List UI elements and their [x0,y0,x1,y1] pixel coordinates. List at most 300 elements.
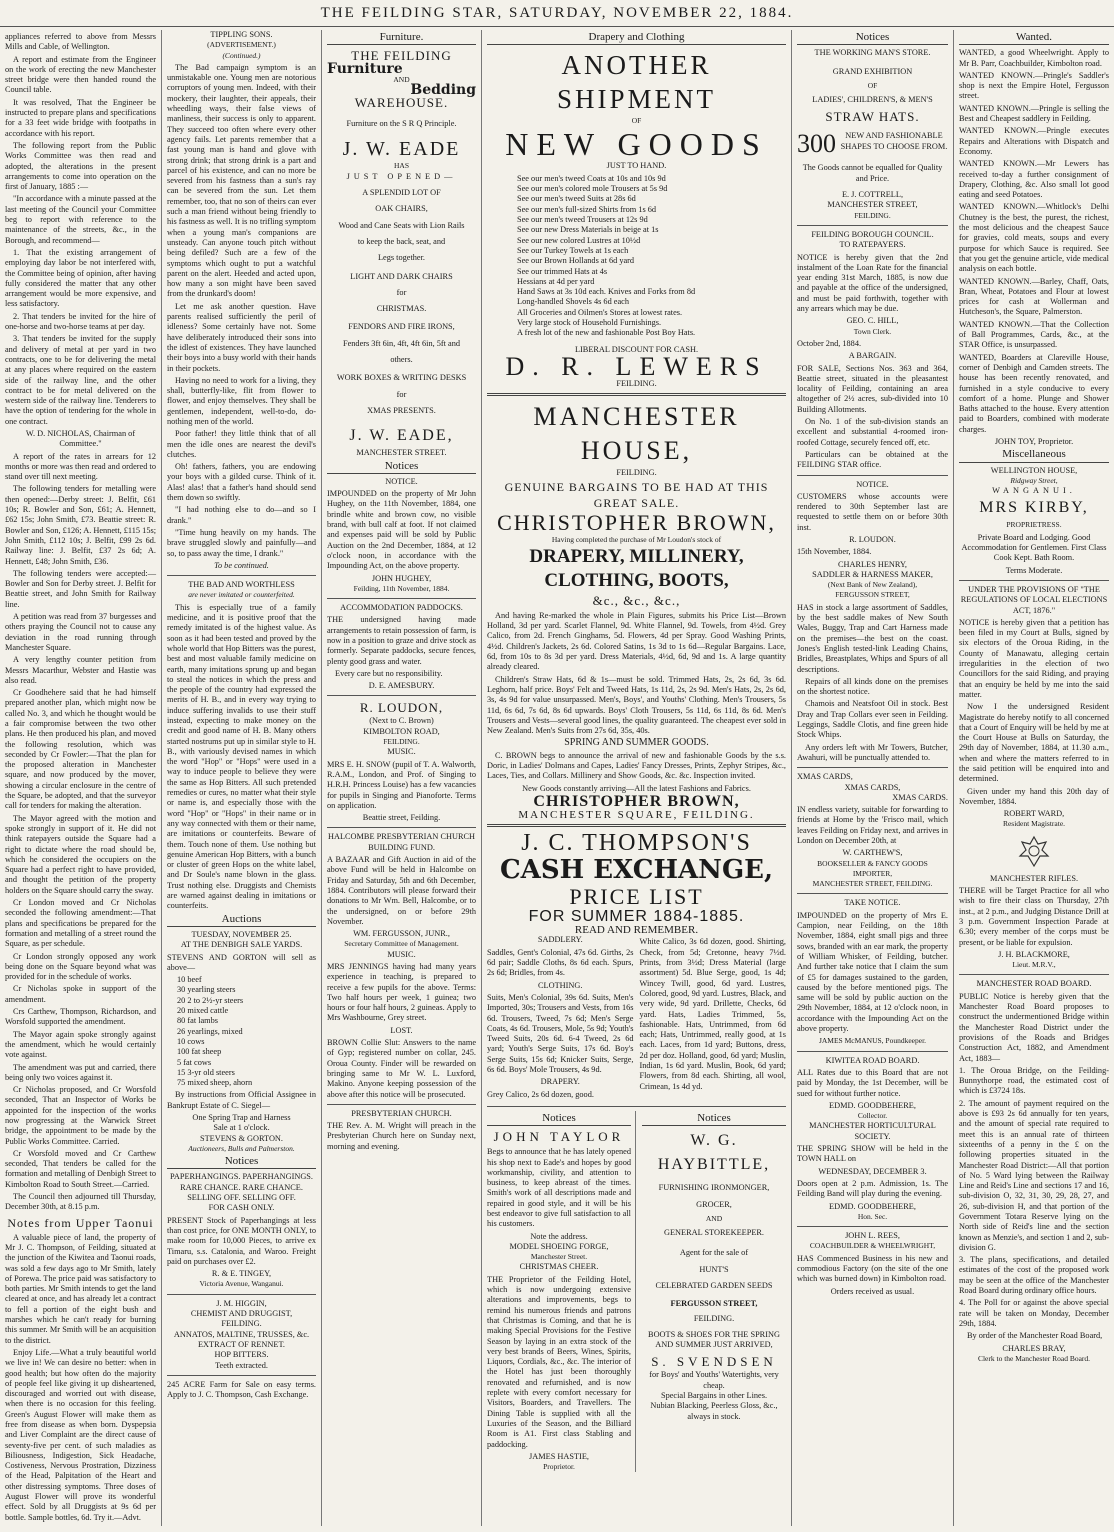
section-header-notices: Notices [487,1113,631,1126]
signature: R. & E. TINGEY, [211,1269,272,1279]
ad-line: SHAPES TO CHOOSE FROM. [840,141,948,151]
column-4 [482,30,792,1526]
notice-text: BROWN Collie Slut: Answers to the name of Gyp; registered number on collar, 245. Oroua County. Finder will be rewarded on bringing same to Mr W. L. Luxford, Makino. Anyone keeping possession of the above after this notice will be prosecuted. [327,1038,476,1099]
ad-title: CHRISTOPHER BROWN, [533,792,740,810]
ad-line: GROCER, [696,1199,732,1209]
notice-text: IMPOUNDED on the property of Mr John Hughey, on the 11th November, 1884, one brindle white and brown cow, no visible brand, with bull calf at foot. If not claimed and expenses paid will be sold by Public Auction on the 2nd December, 1884, at 12 o'clock noon, in accordance with the Impounding Act, on the above property. [327,489,476,571]
notice-text: IMPOUNDED on the property of Mrs E. Campion, near Feilding, on the 18th November, 1884, eight small pigs and three sows, branded with an ear mark, the property of William Whisker, of Feilding, butcher. And further take notice that I claim the sum of £5 for damages sustained to the garden, caused by the before mentioned pigs. The same will be sold by public auction on the 29th November, 1884, at 12 o'clock noon, in accordance with the Impounding Act on the above property. [797,910,948,1034]
section-header-miscellaneous: Miscellaneous [959,449,1109,462]
notice-title: FEILDING BOROUGH COUNCIL. [811,229,934,239]
ad-title-word: Bedding [410,81,476,98]
ad-title: WELLINGTON HOUSE, [990,465,1078,475]
ad-title: STRAW HATS. [825,109,920,125]
article-text: 3. That tenders be invited for the supply and delivery of metal at per yard in two contracts, one to be for delivering the metal at any places where required on the eastern side of the railway line, and the other contract to be for metal delivered on the western side of the railway line. Tenderers to have the option of tendering for the whole in one contract. [5,334,156,426]
ad-title: PRICE LIST [569,884,704,910]
article-text: Cr London strongly opposed any work being done on the Square beyond what was provided for in the schedule of works. [5,951,156,982]
ad-title: JOHN L. REES, [845,1231,900,1241]
article-text: Cr Nicholas spoke in support of the amendment. [5,984,156,1004]
article-text: The Mayor agreed with the motion and spoke strongly in support of it. He did not think ratepayers outside the Square had a right to dictate where the road should be, which he considered the occupiers on the Square had a perfect right to have provided, and thought the petition of the property holders on the Square should carry the sway. [5,813,156,895]
wanted-ad: WANTED KNOWN.—Whitlock's Delhi Chutney is the best, the purest, the richest, the most delicious and the cheapest Sauce for gravies, cold meats, soups and every purpose for which Sauce is required. See that you get the genuine article, vide medical analysis on each bottle. [959,202,1109,274]
ad-line: LIBERAL DISCOUNT FOR CASH. [574,344,699,354]
notice-text: 1. The Oroua Bridge, on the Feilding-Bunnythorpe road, the estimated cost of which is £3724 18s. [959,1065,1109,1096]
ad-text: HAS in stock a large assortment of Saddles, by the best saddle makes of New South Wales, Buggy, Trap and Cart Harness made on the premises—the best on the coast. Jones's English tested-link Leading Chains, Bridles, Breastplates, Whips and Spurs of all descriptions. [797,602,948,674]
article-text: The Mayor again spoke strongly against the amendment, which he would certainly vote against. [5,1029,156,1060]
auction-item: 15 3-yr old steers [177,1067,235,1077]
notice-title: MUSIC. [387,949,416,959]
ad-text: HAS Commenced Business in his new and commodious Factory (on the site of the one which was burned down) in Kimbolton road. [797,1253,948,1284]
signature: JAMES McMANUS, Poundkeeper. [818,1036,927,1046]
notice-text: MRS E. H. SNOW (pupil of T. A. Walworth, R.A.M., London, and Prof. of Singing to H.R.H. Princess Louise) has a few vacancies for pupils in Singing and Pianoforte. Terms on application. [327,759,476,810]
ad-number: 300 [797,129,836,159]
article-text: The following tenders were accepted:—Bowler and Son for Derby street. J. Belfit for Beattie street, and John Smith for Railway line. [5,568,156,609]
ad-line: &c., &c., &c., [592,592,681,608]
ad-line: KIMBOLTON ROAD, [363,726,440,736]
ad-line: MANCHESTER STREET. [356,448,447,458]
ad-line: A SPLENDID LOT OF [362,188,441,198]
ad-title: S. SVENDSEN [651,1354,777,1370]
ad-line: (Next to C. Brown) [369,716,434,726]
ad-line: HUNT'S [699,1264,729,1274]
auction-item: 10 beef [177,975,202,985]
signature: W. CARTHEW'S, [842,848,903,858]
ad-title: CASH EXCHANGE, [499,855,774,886]
price-text: Saddles, Gent's Colonial, 47s 6d. Girths, 2s 6d pair; Saddle Cloths, 8s 6d each. Spurs, 2s 6d; Bridles, from 4s. [487,947,634,978]
signature: EDMD. GOODBEHERE, [829,1201,916,1211]
column-3 [322,30,482,1526]
notice-text: CUSTOMERS whose accounts were rendered to 30th September last are requested to settle them on or before 30th inst. [797,491,948,532]
ad-title: MANCHESTER HOUSE, [533,402,740,466]
ad-line: others. [390,355,413,365]
goods-item: See our men's full-sized Shirts from 1s 6d [517,204,657,214]
notice-text: Every care but no responsibility. [335,668,443,678]
section-header-auctions: Auctions [167,914,316,927]
ad-line: FEILDING. [616,378,657,388]
notice-title: UNDER THE PROVISIONS OF "THE REGULATIONS OF LOCAL ELECTIONS ACT, 1876." [960,584,1108,615]
ad-heading: FOR CASH ONLY. [208,1203,275,1213]
signature-sub: Proprietor. [543,1462,575,1472]
notice-title: KIWITEA ROAD BOARD. [825,1055,920,1065]
ad-title: THE WORKING MAN'S STORE. [814,48,931,58]
ad-heading: CHEMIST AND DRUGGIST, [190,1309,293,1319]
article-text: A report of the rates in arrears for 12 months or more was then read and ordered to stand over till next meeting. [5,451,156,482]
article-subheading: (ADVERTISEMENT.) [207,40,276,50]
notice-text: Particulars can be obtained at the FEILDING STAR office. [797,449,948,470]
ad-line: XMAS PRESENTS. [367,405,436,415]
signature-sub: Resident Magistrate. [1002,819,1066,829]
goods-item: Hessians at 4d per yard [517,276,595,286]
ad-text: IN endless variety, suitable for forwarding to friends at Home by the 'Frisco mail, which leaves Feilding on Friday next, and arrives in London on December 20th, at [797,805,948,845]
signature: W. D. NICHOLAS, Chairman of Committee." [25,428,136,449]
section-header-notices: Notices [327,461,476,474]
notice-title: MUSIC. [387,747,416,757]
signature: R. LOUDON. [849,534,896,544]
ad-text: Repairs of all kinds done on the premises on the shortest notice. [797,676,948,697]
goods-item: Long-handled Shovels 4s 6d each [517,297,629,307]
ad-text: The Goods cannot be equalled for Quality and Price. [802,163,943,183]
auction-item: 5 fat cows [177,1057,212,1067]
article-heading: THE BAD AND WORTHLESS [188,580,295,590]
signature-sub: Collector. [857,1111,888,1121]
notice-text: By order of the Manchester Road Board, [967,1331,1103,1341]
signature: STEVENS & GORTON. [199,1133,283,1143]
notice-text: 3. The plans, specifications, and detailed estimates of the cost of the proposed work may be seen at the office of the Manchester Road Board during ordinary office hours. [959,1255,1109,1296]
signature: D. E. AMESBURY. [368,681,435,691]
goods-item: See our men's tweed Trousers at 12s 9d [517,215,648,225]
auction-item: 75 mixed sheep, ahorn [177,1078,253,1088]
ad-text: Any orders left with Mr Towers, Butcher, Awahuri, will be punctually attended to. [797,742,948,762]
price-heading: SADDLERY. [537,935,583,945]
notice-text: 15th November, 1884. [797,547,872,557]
notice-text: October 2nd, 1884. [797,338,862,348]
goods-item: See our Turkey Towels at 1s each [517,245,629,255]
ad-title: ANOTHER SHIPMENT [556,50,716,115]
goods-list [517,174,756,339]
ad-title: J. W. EADE, [349,427,454,445]
article-text: It was resolved, That the Engineer be instructed to prepare plans and specifications for a 33 feet wide bridge with footpaths in accordance with his report. [5,97,156,138]
ad-line: NEW AND FASHIONABLE [845,131,943,141]
ad-line: OF [631,116,642,126]
ad-line: WORK BOXES & WRITING DESKS [336,373,467,383]
ad-text: C. BROWN begs to announce the arrival of new and fashionable Goods by the s.s. Doric, in Ladies' Dolmans and Capes, Ladies' Fancy Dresses, Prints, Zephyr Stripes, &c., Laces, Ties, and Collars. Millinery and Show Goods, &c. &c. Inspection invited. [487,750,786,781]
article-text: 1. That the existing arrangement of employing day labor be not interfered with, the Committee being of opinion, after having fully considered the matter that any other arrangement would be more expensive, and less satisfactory. [5,247,156,309]
ad-title: THE FEILDING [351,48,452,64]
goods-item: See our new Dress Materials in beige at 1s [517,225,659,235]
price-text: White Calico, 3s 6d dozen, good. Shirting, Check, from 5d; Cretonne, heavy 7½d. Prints, from 3½d; Dress Material (large assortment) 5d. Blue Serge, good, 1s 4d; Wincey Twill, good, 6d yard. Lustres, Colored, good, 9d yard. Lustres, Black, and very wide, 9d yard. Drillette, Checks, 6d yard. Hats, Ladies Trimmed, 5s, fashionable. Hats, Untrimmed, from 6d each; Hats, Untrimmed, really good, at 1s each. Laces, from 1d yard; Buttons, dress, 2d per doz. Holland, good, 6d yard; Muslin, Indian, 1s 6d yard. Muslin, Book, 6d yard; Flowers, from 8d each. Shirting, all wool, Crimean, 1s 4d yd. [639,937,786,1091]
goods-item: See our Brown Hollands at 6d yard [517,256,635,266]
ad-line: LADIES', CHILDREN'S, & MEN'S [812,95,933,105]
notice-title: MANCHESTER ROAD BOARD. [976,979,1092,989]
ad-title: GENUINE BARGAINS TO BE HAD AT THIS GREAT SALE. [504,479,769,510]
ad-text: Begs to announce that he has lately opened his shop next to Eade's and hopes by good workmanship, civility, and attention to business, to keep abreast of the times. Smith's work of all descriptions made and repaired in good style, and it will be his best endeavor to give full satisfaction to all his customers. [487,1147,631,1229]
ad-line: Ridgway Street, [1010,475,1058,485]
signature-sub: Victoria Avenue, Wanganui. [199,1279,284,1289]
ad-line: FEILDING. [383,737,420,747]
continued-note: To be continued. [214,560,269,570]
wanted-ad: WANTED, Boarders at Clareville House, corner of Denbigh and Camden streets. The house has been recently renovated, and furnished in a style conducive to every comfort of a home. Plunge and Shower Baths attached to the house. Every attention paid to Boarders, combined with moderate charges. [959,352,1109,434]
signature-sub: Secretary Committee of Management. [344,939,459,949]
ad-line: Nubian Blacking, Peerless Gloss, &c., always in stock. [650,1401,778,1421]
ad-line: FEILDING. [693,1313,735,1323]
signature-sub: Lieut. M.R.V., [1012,960,1056,970]
wanted-ad: WANTED KNOWN.—Pringle is selling the Best and Cheapest saddlery in Feilding. [959,103,1109,124]
auction-intro: STEVENS AND GORTON will sell as above— [167,952,316,972]
auction-item: 26 yearlings, mixed [177,1026,243,1036]
ad-line: FEILDING. [854,210,891,220]
goods-item: See our new colored Lustres at 10½d [517,235,641,245]
auction-place: AT THE DENBIGH SALE YARDS. [180,940,303,950]
ad-line: GENERAL STOREKEEPER. [663,1228,765,1238]
article-text: "I had nothing else to do—and so I drank." [167,505,316,525]
goods-item: All Groceries and Oilmen's Stores at lowest rates. [517,307,683,317]
ad-line: FURNISHING IRONMONGER, [658,1183,770,1193]
ad-title: WAREHOUSE. [354,95,449,111]
ad-line: New Goods constantly arriving—All the latest Fashions and Fabrics. [522,783,751,793]
notice-title: NOTICE. [385,476,418,486]
ad-line: Manchester Street. [530,1252,588,1262]
signature-sub: Auctioneers, Bulls and Palmerston. [188,1143,295,1153]
price-text: Grey Calico, 2s 6d dozen, good. [487,1089,594,1099]
notice-title: MANCHESTER HORTICULTURAL SOCIETY. [809,1121,936,1141]
column-1 [0,30,162,1526]
article-text: The Council then adjourned till Thursday, December 30th, at 8.15 p.m. [5,1192,156,1212]
article-text: Let me ask another question. Have parents realised sufficiently the peril of idleness? Some certainly have not. Some have deliberately introduced their sons into the idlest of existences. They have launched their boys into a busy world with their hands in their pockets. [167,301,316,373]
article-text: Poor father! they little think that of all men the idle ones are nearest the devil's clutches. [167,429,316,459]
notice-title: MANCHESTER RIFLES. [989,873,1079,883]
article-text: A petition was read from 37 burgesses and others praying the Council not to cause any deviation in the road running through Manchester Square. [5,612,156,652]
ad-line: OF [867,80,878,90]
article-text: This is especially true of a family medicine, and it is positive proof that the remedy imitated is of the highest value. As soon as it had been tested and proved by the whole world that Hop Bitters was the purest, best and most valuable family medicine on earth, many imitations sprung up and began to steal the notices in which the press and the people of the country had expressed the merits of H. B., and in every way trying to induce suffering invalids to use their stuff instead, expecting to make money on the credit and good name of H. B. Many others started nostrums put up in similar style to H. B., with variously devised names in which the word "Hop" or "Hops" were used in a way to induce people to believe they were the same as Hop Bitters. All such pretended remedies or cures, no matter what their style or name is, and especially those with the word "Hop" or "Hops" in their name or in any way connected with them or their name, are imitations or counterfeits. Beware of them. Touch none of them. Use nothing but genuine American Hop Bitters, with a bunch or cluster of green Hops on the white label, and Dr Soule's name blown in the glass. Trust nothing else. Druggists and Chemists are warned against dealing in imitations or counterfeits. [167,602,316,911]
notice-text: PUBLIC Notice is hereby given that the Manchester Road Board proposes to construct the undermentioned Bridge within the Manchester Road District under the provisions of the Roads and Bridges Construction Act, 1882, and Amendment Act, 1883— [959,991,1109,1063]
article-subheading: are never imitated or counterfeited. [188,590,295,600]
ad-line: MANCHESTER STREET, [827,200,918,210]
ad-line: FERGUSSON STREET, [670,1299,758,1309]
ad-title: J. C. THOMPSON'S [521,830,752,857]
ad-text: PRESENT Stock of Paperhangings at less than cost price, for ONE MONTH ONLY, to make room for 10,000 Pieces, to arrive ex Timaru, s.s. Catalonia, and Waroo. Freight paid on purchases over £2. [167,1215,316,1266]
article-text: Crs Carthew, Thompson, Richardson, and Worsfold supported the amendment. [5,1007,156,1027]
article-text: The following report from the Public Works Committee was then read and adopted, the alterations in the present arrangements to come into operation on the first of January, 1885 :— [5,140,156,192]
ad-text: Private Board and Lodging. Good Accommodation for Gentlemen. First Class Cook Kept. Bath Room. [961,532,1107,563]
signature-sub: Clerk to the Manchester Road Board. [977,1353,1091,1363]
ad-line: Agent for the sale of [679,1248,749,1258]
ad-text: 245 ACRE Farm for Sale on easy terms. Apply to J. C. Thompson, Cash Exchange. [167,1379,316,1400]
ad-line: SADDLER & HARNESS MAKER, [812,569,933,579]
notice-title: PRESBYTERIAN CHURCH. [351,1108,452,1118]
notice-text: 4. The Poll for or against the above special rate will be taken on Monday, December 29th, 1884. [959,1298,1109,1328]
signature: J. H. BLACKMORE, [998,949,1070,959]
article-text: Cr London moved and Cr Nicholas seconded the following amendment:—That plans and specifications be prepared for the formation and metalling of a street round the Square, as per schedule. [5,898,156,949]
ad-title: XMAS CARDS, [844,782,901,792]
notice-text: Doors open at 2 p.m. Admission, 1s. The Feilding Band will play during the evening. [797,1178,948,1199]
article-text: A very lengthy counter petition from Messrs Macarthur, Webster and Hastie was also read. [5,655,156,685]
ad-line: Fenders 3ft 6in, 4ft, 4ft 6in, 5ft and [342,338,461,348]
price-heading: DRAPERY. [540,1077,580,1087]
price-heading: CLOTHING. [538,980,583,990]
ad-title: NEW GOODS [505,125,768,162]
ad-title: XMAS CARDS, [797,772,853,782]
ad-title: XMAS CARDS. [892,792,948,802]
signature: ROBERT WARD, [1003,809,1065,819]
article-text: Cr Nicholas proposed, and Cr Worsfold seconded, That an Inspector of Works be appointed for the inspection of the works now progressing at the Warwick Street bridge, the appointment to be made by the Public Works Committee. Carried. [5,1085,156,1146]
notice-text: THE Rev. A. M. Wright will preach in the Presbyterian Church here on Sunday next, morning and evening. [327,1121,476,1151]
notice-text: ALL Rates due to this Board that are not paid by Monday, the 1st December, will be sued for without further notice. [797,1067,948,1098]
ad-line: to keep the back, seat, and [357,236,446,246]
goods-item: See our men's tweed Suits at 28s 6d [517,194,636,204]
ad-line: MANCHESTER SQUARE, FEILDING. [518,808,755,821]
ad-line: AND [705,1213,723,1223]
ad-line: CELEBRATED GARDEN SEEDS [655,1281,773,1290]
signature: CHARLES BRAY, [1002,1343,1066,1353]
signature-sub: Town Clerk. [853,326,892,336]
notice-text: THE undersigned having made arrangements to retain possession of farm, is now in a position to graze and drive stock as formerly. Separate paddocks, secure fences, plenty good grass and water. [327,615,476,666]
ad-line: FERGUSSON STREET, [835,590,910,600]
auction-items-list [177,975,316,1088]
article-text: Enjoy Life.—What a truly beautiful world we live in! We can desire no better: when in good health; but how often do the majority of people feel like giving it up disheartened, discouraged and worried out with disease, when there is no occasion for this feeling. Green's August Flower will make them as free from disease as when born. Dyspepsia and Liver Complaint are the direct cause of seventy-five per cent. of such maladies as Biliousness, Indigestion, Sick Headache, Costiveness, Nervous Prostration, Dizziness of the Head, Palpitation of the Heart and other distressing symptoms. Three doses of August Flower will prove its wonderful effect. Sold by all Druggists at 9s 6d per bottle. Sample bottles, 6d. Try it.—Advt. [5,1347,156,1522]
ad-line: ANNATOS, MALTINE, TRUSSES, &c. [173,1329,310,1339]
ad-heading: SELLING OFF. SELLING OFF. [187,1193,296,1203]
ad-title: FOR SUMMER 1884-1885. [528,908,745,926]
notice-text: THE SPRING SHOW will be held in the TOWN HALL on [797,1144,948,1164]
ad-line: Teeth extracted. [215,1360,268,1370]
column-6 [954,30,1114,1526]
signature: Beattie street, Feilding. [362,813,441,823]
ad-text: THE Proprietor of the Feilding Hotel, which is now undergoing extensive alterations and improvements, begs to remind his numerous friends and patrons that Christmas is Coming, and that he is making Special Provisions for the Festive Season by laying in an extra stock of the very best brands of Beers, Wines, Spirits, Liquors, Cordials, &c., &c. The interior of the Hotel has just been thoroughly renovated and refurnished, and is now replete with every comfort necessary for Visitors, Boarders, and Travellers. The Dining Table is supplied with all the Luxuries of the Season, and the Billiard Room is A1. First class Stabling and paddocking. [487,1274,631,1449]
ad-line: Terms Moderate. [1005,565,1063,575]
masthead: THE FEILDING STAR, SATURDAY, NOVEMBER 22, 1884. [0,0,1114,27]
article-text: appliances referred to above from Messrs Mills and Cable, of Wellington. [5,32,156,52]
auction-item: 30 yearling steers [177,985,236,995]
ad-line: Wood and Cane Seats with Lion Rails [338,220,465,230]
ad-text: Chamois and Neatsfoot Oil in stock. Best Dray and Trap Collars ever seen in Feilding. Leggings, Saddle Clotis, and fine green hide Stock Whips. [797,699,948,740]
ad-line: for [396,389,407,399]
ad-title: DRAPERY, MILLINERY, CLOTHING, BOOTS, [529,545,744,591]
ad-line: OAK CHAIRS, [375,204,428,214]
ad-line: PROPRIETRESS. [1006,520,1062,530]
ad-line: FENDORS AND FIRE IRONS, [348,322,455,332]
signature-sub: MANCHESTER STREET, FEILDING. [812,879,933,889]
notice-text: MRS JENNINGS having had many years experience in teaching, is prepared to receive a few pupils for the above. Terms: Two half hours per week, 1 guinea; two hours or four half hours, 2 guineas. Apply to Mrs Washbourne, Grey street. [327,962,476,1023]
goods-item: A fresh lot of the new and fashionable Post Boy Hats. [517,328,696,338]
ad-line: Furniture on the S R Q Principle. [346,119,457,129]
ad-line: Special Bargains in other Lines. [660,1391,768,1401]
signature-sub: Hon. Sec. [857,1211,888,1221]
ad-line: HAS [393,161,409,171]
goods-item: Very large stock of Household Furnishings. [517,318,662,328]
article-text: Having no need to work for a living, they shall, butterfly-like, flit from flower to flower, and enjoy themselves. They shall be gentlemen, independent, well-to-do, do-nothing men of the world. [167,375,316,426]
article-text: Cr Goodhehere said that he had himself prepared another plan, which might now be called No. 3, and which he thought would be a fair compromise between the two other plans. He then produced his plan, and moved the following resolution, which was seconded by Cr Fowler:—That the plan for the proposed alteration in Manchester square, and now produced by the mover, showing a circular enclosure in the centre of the Square, be adopted, and that the surveyor call for tenders for making the alteration. [5,688,156,811]
article-text: A report and estimate from the Engineer on the work of erecting the new Manchester street bridge were then handed round the Council table. [5,54,156,95]
notice-text: NOTICE is hereby given that the 2nd instalment of the Loan Rate for the financial year ending 31st March, 1885, is now due and payable at the office of the undersigned, and must be paid forthwith, together with any arrears which may be due. [797,252,948,314]
ad-title: J. W. EADE [342,138,461,161]
ad-title-word: AND [393,74,410,84]
signature: GEO. C. HILL, [846,316,899,326]
ad-line: Note the address. [530,1231,588,1241]
wanted-ad: WANTED KNOWN.—Barley, Chaff, Oats, Bran, Wheat, Potatoes and Flour at lowest prices for cash at Wollerman and Hutcheson's, the Square, Palmerston. [959,276,1109,317]
notice-title: ACCOMMODATION PADDOCKS. [340,603,463,613]
notice-title: TO RATEPAYERS. [839,240,906,250]
auction-item: 10 cows [177,1036,205,1046]
ad-line: Orders received as usual. [830,1286,915,1296]
ad-line: for [396,287,407,297]
ad-heading: FEILDING. [221,1319,262,1329]
ad-line: (Next Bank of New Zealand), [827,580,918,590]
ad-line: SPRING AND SUMMER GOODS. [564,737,709,749]
notice-text: A BAZAAR and Gift Auction in aid of the above Fund will be held in Halcombe on Friday and Saturday, 5th and 6th December, 1884. Contributors will please forward their donations to Mr Wm. Bell, Halcombe, or to the undersigned, on or before 29th November. [327,855,476,926]
ad-line: LIGHT AND DARK CHAIRS [350,271,453,281]
auction-item: 20 2 to 2½-yr steers [177,995,244,1005]
article-text: Sale at 1 o'clock. [213,1123,270,1133]
ad-heading: RARE CHANCE. RARE CHANCE. [180,1182,303,1192]
article-text: Oh! fathers, fathers, you are endowing your boys with a gilded curse. Think of it. Alas! alas! that a father's hand should send them down so swiftly. [167,462,316,503]
notice-title: LOST. [390,1025,413,1035]
column-5 [792,30,954,1526]
ad-line: EXTRACT OF RENNET. [197,1339,286,1349]
article-text: The Bad campaign symptom is an unmistakable one. Young men are notorious corruptors of young men. Indeed, with their mockery, their laughter, their appeals, their wheedling ways, their false views of manliness, their success is only to apparent. They succeed too often where every other agency fails. Let parents remember that a fast young man is hand and glove with strong drink; that strong drink is a part and parcel of his existence, and can no more be severed from his fastness than a sun's ray can be severed from the sun. Let them remember, too, that no son of theirs can ever such a man friend without being friendly to his fastness as well. It is no trifling symptom when a young man's companions are unsteady. Can anyone touch pitch without being defiled? Such are a few of the symptoms which ought to put a watchful parent on the alert. Heeded and acted upon, how many a son might have been saved from the drunkard's doom! [167,62,316,299]
article-text: "In accordance with a minute passed at the last meeting of the Council your Committee beg to report with reference to the maintenance of the streets, &c., in the Borough, and recommend— [5,194,156,245]
notice-text: Given under my hand this 20th day of November, 1884. [959,786,1109,806]
ad-line: Legs together. [377,253,425,263]
wanted-ad: WANTED KNOWN.—Pringle's Saddler's shop is next the Empire Hotel, Fergusson street. [959,70,1109,101]
ad-line: Having completed the purchase of Mr Loudon's stock of [551,534,722,544]
auction-item: 100 fat sheep [177,1047,222,1057]
auction-item: 80 fat lambs [177,1016,219,1026]
ad-line: FEILDING. [616,468,657,478]
ad-line: MODEL SHOEING FORGE, [509,1241,609,1251]
notice-text: Now I the undersigned Resident Magistrate do hereby notify to all concerned that a Court of Enquiry will be held by me at the Court House at Bulls on Saturday, the 29th day of November, 1884, at 11.30 a.m., when and where the matters referred to in the said petition will be enquired into and determined. [959,702,1109,784]
notice-title: NOTICE. [856,479,889,489]
ad-title-word: Furniture [327,61,403,78]
notice-title: HALCOMBE PRESBYTERIAN CHURCH BUILDING FUND. [327,832,476,852]
signature: EDMD. GOODBEHERE, [829,1100,916,1110]
column-2 [162,30,322,1526]
price-text: Suits, Men's Colonial, 39s 6d. Suits, Men's Imported, 30s; Trousers and Vests, from 16s 6d. Trousers, Tweed, 7s 6d; Men's Serge Coats, 4s 6d. Trousers, Mole, 5s 9d; Youth's Tweed Suits, 20s 6d. 6-4 Tweed, 2s 6d yard; Youth's Serge Suits, 17s 6d. Boy's Serge Suits, 15s 6d; Knicker Suits, Serge, 6s 6d. Boys' Mole Trousers, 4s 9d. [487,992,634,1075]
ad-line: WANGANUI. [992,486,1076,496]
notice-title: CHRISTMAS CHEER. [519,1262,599,1272]
signature: JOHN TOY, Proprietor. [994,436,1074,446]
ad-text: And having Re-marked the whole in Plain Figures, submits his Price List—Brown Holland, 3d per yard. Scarlet Flannel, 9d. White Flannel, 9d. Towels, from 4½d. Grey Calico, from 2d. French Ginghams, 5d. Flowers, 4d per Spray. Good Washing Prints, 4½d. Children's Jackets, 2s 6d. Colored Satins, 1s 3d to 1s 6d—Regular Bargains. Lace, 6d, from 10s to 8s 3d per yard. Dress Materials, 4½d, 6d, 9d and 1s. A large quantity already cleared. [487,610,786,672]
article-text: A valuable piece of land, the property of Mr J. C. Thompson, of Feilding, situated at the junction of the Kiwitea and Taonui roads, was sold a few days ago to Mr Smith, lately of Porewa. The price paid was satisfactory to both parties. Mr Smith intends to get the land cleared at once, and has already let a contract to fell a portion of the eight bush and marshes which he can't ready for burning this summer. Mr Smith will be an acquisition to the district. [5,1232,156,1345]
article-heading: TIPPLING SONS. [210,30,273,39]
wanted-ad: WANTED, a good Wheelwright. Apply to Mr B. Parr, Coachbuilder, Kimbolton road. [959,48,1109,68]
section-heading: Notes from Upper Taonui [7,1215,154,1230]
notice-text: FOR SALE, Sections Nos. 363 and 364, Beattie street, situated in the pleasantest locality of Feilding, containing an area altogether of 2½ acres, sub-divided into 10 Building Allotments. [797,363,948,414]
ad-title: W. G. HAYBITTLE, [657,1132,771,1174]
signature-sub: BOOKSELLER & FANCY GOODS IMPORTER, [817,858,928,878]
signature-sub: Feilding, 11th November, 1884. [353,583,450,593]
ad-line: GRAND EXHIBITION [832,66,913,76]
goods-item: See our men's colored mole Trousers at 5s 9d [517,184,668,194]
article-text: "Time hung heavily on my hands. The brave struggled slowly and painfully—and so, to pass away the time, I drank." [167,527,316,558]
notice-text: THERE will be Target Practice for all who wish to fire their class on Thursday, 27th inst., at 2 p.m., and Judging Distance Drill at 3 p.m. Government Inspection Parade at 6.30; every member of the corps must be present, or be liable for expulsion. [959,886,1109,947]
signature: JOHN HUGHEY, [371,573,432,583]
ad-title: R. LOUDON, [359,700,444,716]
ad-line: for Boys' and Youths' Watertights, very cheap. [649,1370,779,1390]
ad-title: CHRISTOPHER BROWN, [497,509,776,535]
article-text: One Spring Trap and Harness [192,1112,291,1122]
notice-text: On No. 1 of the sub-division stands an excellent and substantial 4-roomed iron-roofed Cottage, securely fenced off, etc. [797,417,948,447]
article-text: The following tenders for metalling were then opened:—Derby street: J. Belfit, £61 10s; R. Bowler and Son, £61; A. Hennett, £62 15s; John Smith, £73. Beattie street: R. Bowler and Son, £126; A. Hennett, £115 15s; John Smith, £112 10s; J. Belfit, £99 2s 6d. Railway line: J. Belfit, £37 2s 6d; A. Hennett, £48; John Smith, £36. [5,484,156,566]
ad-line: JUST OPENED— [346,171,457,181]
notice-title: A BARGAIN. [848,351,897,361]
section-header-wanted: Wanted. [959,32,1109,45]
ad-title: JOHN TAYLOR [493,1129,625,1145]
article-text: By instructions from Official Assignee in Bankrupt Estate of C. Siegel— [167,1090,316,1110]
notice-title: WEDNESDAY, DECEMBER 3. [818,1166,927,1176]
ad-title: D. R. LEWERS [505,351,768,381]
wanted-ad: WANTED KNOWN.—Pringle executes Repairs and Alterations with Dispatch and Economy. [959,126,1109,156]
goods-item: See our trimmed Hats at 4s [517,266,608,276]
ad-line: HOP BITTERS. [214,1350,269,1360]
ad-line: COACHBUILDER & WHEELWRIGHT, [809,1241,936,1251]
notice-text: NOTICE is hereby given that a petition has been filed in my Court at Bulls, signed by six electors of the Oroua Riding, in the County of Manawatu, alleging certain irregularities in the election of two Councillors for the said Riding, and praying that an enquiry be held by me into the said matter. [959,617,1109,699]
ad-title: CHARLES HENRY, [838,559,907,569]
signature: E. J. COTTRELL, [841,190,904,200]
royal-crest-icon [1014,834,1054,870]
ad-heading: PAPERHANGINGS. PAPERHANGINGS. [170,1172,313,1182]
signature: JAMES HASTIE, [529,1451,589,1461]
goods-item: Hand Saws at 3s 10d each. Knives and Forks from 8d [517,287,696,297]
notice-title: TAKE NOTICE. [844,898,901,908]
article-text: The amendment was put and carried, there being only two voices against it. [5,1062,156,1082]
notice-text: 2. The amount of payment required on the above is £93 2s 6d annually for ten years, and the amount of special rate required to meet this is an annual rate of thirteen sixteenths of a penny in the £ on the following properties situated in the Manchester Road District:—All that portion of No. 5 Ward lying between the Railway Line and Reid's Line and sections 17 and 16, sub-division O, 32, 31, 30, 29, 28, 27, and 26, sub-division H, and that portion of the Government Totara Reserve lying on the North side of Reid's line and the section known as Menzie's, and section 1 and 2, sub-division G. [959,1098,1109,1252]
ad-line: BOOTS & SHOES FOR THE SPRING AND SUMMER JUST ARRIVED, [648,1329,780,1350]
section-header-notices: Notices [797,32,948,45]
section-header-furniture: Furniture. [327,32,476,45]
article-text: Cr Worsfold moved and Cr Carthew seconded, That tenders be called for the formation and metalling of Denbigh Street to Kimbolton Road to South Street.—Carried. [5,1148,156,1189]
ad-line: READ AND REMEMBER. [574,924,699,937]
ad-line: CHRISTMAS. [376,304,427,314]
auction-date: TUESDAY, NOVEMBER 25. [191,929,292,939]
ad-title: MRS KIRBY, [979,499,1089,517]
